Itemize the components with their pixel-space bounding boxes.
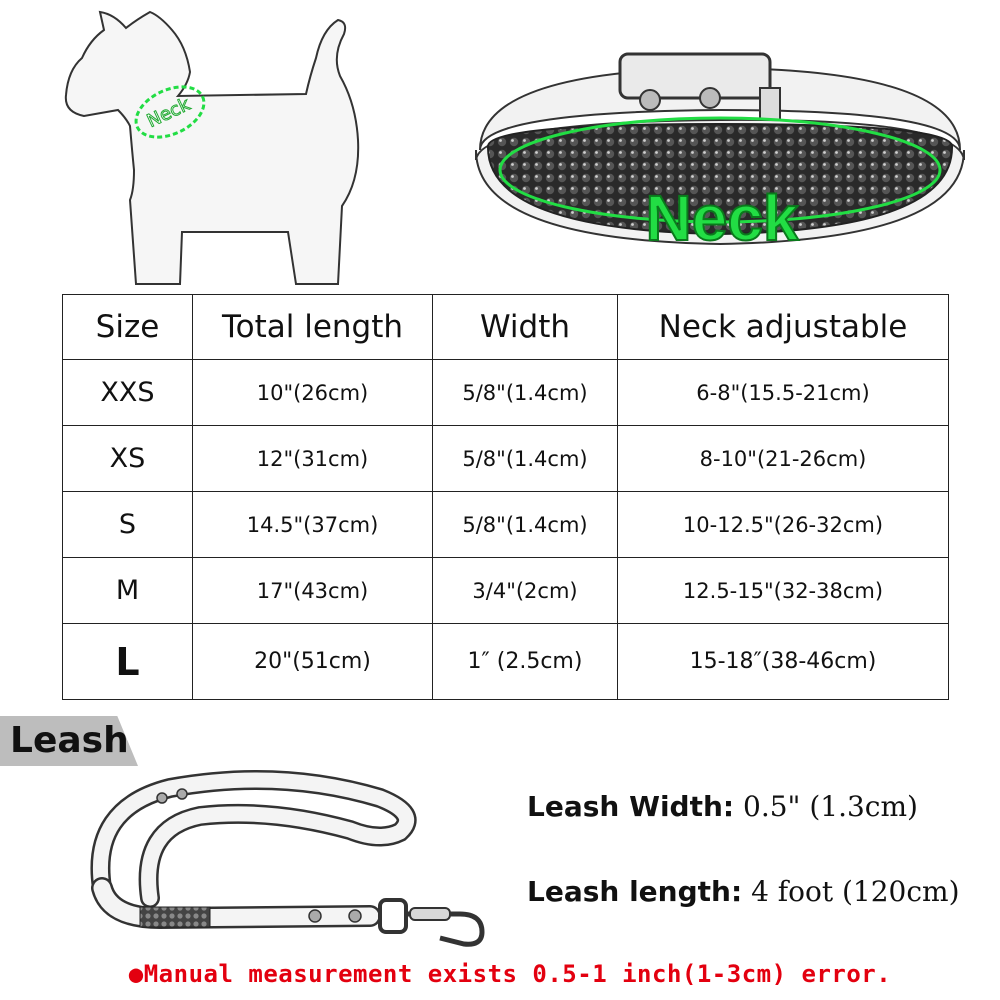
size-cell: M — [63, 558, 193, 624]
neck-adjustable-cell: 6-8"(15.5-21cm) — [618, 360, 949, 426]
size-chart-table — [62, 294, 949, 700]
leash-rivet — [157, 793, 167, 803]
neck-adjustable-cell: 12.5-15"(32-38cm) — [618, 558, 949, 624]
leash-rivet — [349, 910, 361, 922]
leash-rhinestone-section — [140, 907, 210, 927]
leash-illustration — [80, 768, 510, 948]
leash-width-label: Leash Width: — [527, 790, 735, 823]
leash-handle-inner — [100, 780, 406, 898]
neck-adjustable-cell: 8-10"(21-26cm) — [618, 426, 949, 492]
collar-neck-label: Neck — [645, 182, 799, 254]
header-width: Width — [433, 295, 618, 360]
leash-section-title: Leash — [10, 720, 129, 761]
total-length-cell: 17"(43cm) — [193, 558, 433, 624]
leash-d-ring — [380, 900, 406, 932]
leash-length-spec — [527, 875, 960, 908]
dog-silhouette — [66, 12, 358, 284]
size-cell: XS — [63, 426, 193, 492]
collar-hole — [640, 90, 660, 110]
header-neck-adjustable: Neck adjustable — [618, 295, 949, 360]
leash-hook-body — [410, 908, 450, 920]
header-total-length: Total length — [193, 295, 433, 360]
leash-rivet — [177, 789, 187, 799]
collar-hole — [700, 88, 720, 108]
leash-rivet — [309, 910, 321, 922]
dog-neck-label: Neck — [143, 94, 194, 133]
leash-length-label: Leash length: — [527, 875, 743, 908]
total-length-cell: 20"(51cm) — [193, 624, 433, 700]
width-cell: 1″ (2.5cm) — [433, 624, 618, 700]
table-row — [63, 360, 949, 426]
table-row — [63, 492, 949, 558]
measurement-error-note: ●Manual measurement exists 0.5-1 inch(1-3cm) error. — [128, 960, 892, 988]
table-row — [63, 624, 949, 700]
header-size: Size — [63, 295, 193, 360]
width-cell: 5/8"(1.4cm) — [433, 426, 618, 492]
table-header-row — [63, 295, 949, 360]
table-row — [63, 558, 949, 624]
table-row — [63, 426, 949, 492]
dog-outline-illustration — [60, 0, 400, 290]
width-cell: 5/8"(1.4cm) — [433, 360, 618, 426]
leash-length-value: 4 foot (120cm) — [751, 875, 960, 908]
neck-adjustable-cell: 10-12.5"(26-32cm) — [618, 492, 949, 558]
width-cell: 3/4"(2cm) — [433, 558, 618, 624]
width-cell: 5/8"(1.4cm) — [433, 492, 618, 558]
size-cell: XXS — [63, 360, 193, 426]
total-length-cell: 12"(31cm) — [193, 426, 433, 492]
leash-width-spec — [527, 790, 918, 823]
total-length-cell: 10"(26cm) — [193, 360, 433, 426]
neck-adjustable-cell: 15-18″(38-46cm) — [618, 624, 949, 700]
size-cell: S — [63, 492, 193, 558]
rhinestone-collar-illustration — [460, 40, 980, 280]
size-cell: L — [63, 624, 193, 700]
leash-width-value: 0.5" (1.3cm) — [743, 790, 918, 823]
collar-buckle — [620, 54, 770, 98]
total-length-cell: 14.5"(37cm) — [193, 492, 433, 558]
